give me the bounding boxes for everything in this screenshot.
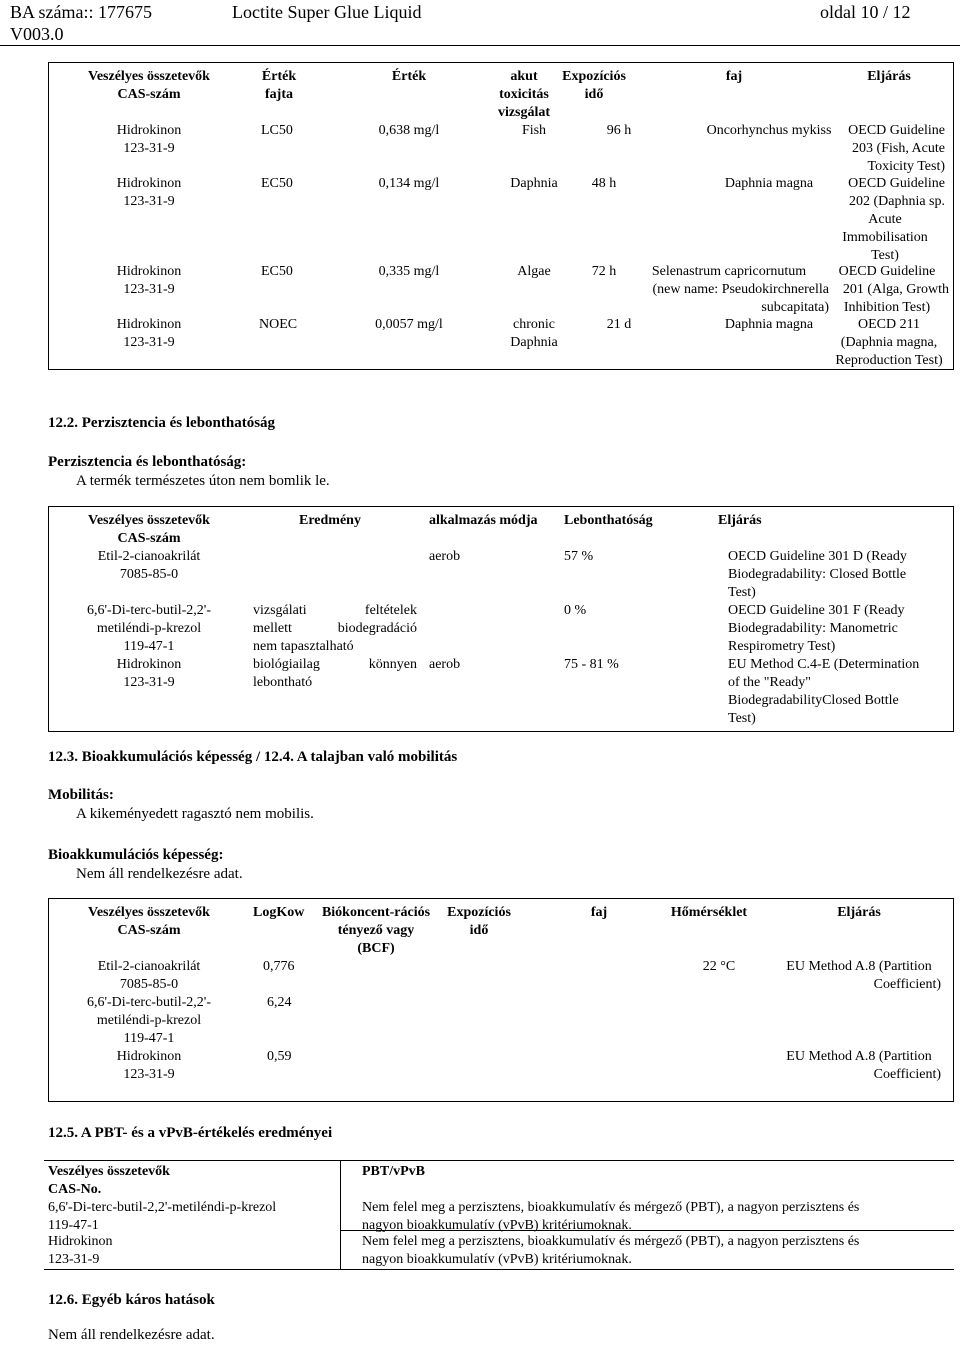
- section-12-2-title: 12.2. Perzisztencia és lebonthatóság: [48, 415, 276, 431]
- bio-header-species: faj: [590, 905, 608, 920]
- table-row: Hidrokinon 123-31-9: [116, 1049, 182, 1082]
- tox-test-cell: Daphnia: [510, 176, 558, 191]
- section-12-6-title: 12.6. Egyéb káros hatások: [48, 1292, 215, 1308]
- pbt-table: [44, 1160, 954, 1270]
- pbt-header-component: Veszélyes összetevők CAS-No.: [48, 1164, 170, 1197]
- tox-header-method: Eljárás: [867, 69, 911, 84]
- tox-exposure-cell: 48 h: [591, 176, 617, 191]
- degr-header-application: alkalmazás módja: [429, 513, 538, 528]
- degr-application-cell: aerob: [429, 657, 461, 672]
- degr-header-result: Eredmény: [299, 513, 361, 528]
- degradability-table: [48, 506, 954, 732]
- degr-application-cell: aerob: [429, 549, 461, 564]
- bio-temperature-cell: 22 °C: [702, 959, 736, 974]
- tox-type-cell: EC50: [261, 264, 293, 279]
- tox-species-cell: Oncorhynchus mykiss: [706, 123, 832, 138]
- tox-exposure-cell: 72 h: [591, 264, 617, 279]
- tox-method-cell: OECD Guideline 201 (Alga, Growth Inhibition Test): [838, 264, 949, 315]
- document-number: BA száma:: 177675: [10, 2, 152, 22]
- bio-header-method: Eljárás: [837, 905, 881, 920]
- table-row: 6,6'-Di-terc-butil-2,2'- metiléndi-p-krezol 119-47-1: [86, 995, 211, 1046]
- bio-header-exposure: Expozíciós idő: [447, 905, 511, 938]
- degr-header-method: Eljárás: [718, 513, 762, 528]
- product-name: Loctite Super Glue Liquid: [232, 2, 422, 22]
- bio-header-bcf: Biókoncent-rációs tényező vagy (BCF): [321, 905, 431, 956]
- tox-species-cell: Selenastrum capricornutum (new name: Pseudokirchnerella subcapitata): [651, 264, 829, 315]
- tox-value-cell: 0,638 mg/l: [378, 123, 440, 138]
- degr-method-cell: OECD Guideline 301 F (Ready Biodegradability: Manometric Respirometry Test): [728, 603, 905, 654]
- bioaccumulation-table: [48, 898, 954, 1102]
- section-12-3-title: 12.3. Bioakkumulációs képesség / 12.4. A talajban való mobilitás: [48, 749, 458, 765]
- table-row: 6,6'-Di-terc-butil-2,2'-metiléndi-p-krezol 119-47-1: [48, 1200, 277, 1233]
- tox-method-cell: OECD Guideline 203 (Fish, Acute Toxicity Test): [848, 123, 945, 174]
- bio-method-cell: EU Method A.8 (Partition Coefficient): [786, 1049, 941, 1082]
- tox-method-cell: OECD Guideline 202 (Daphnia sp. Acute Immobilisation Test): [842, 176, 945, 263]
- tox-header-exposure: Expozíciós idő: [562, 69, 626, 102]
- bio-logkow-cell: 0,776: [263, 959, 295, 974]
- toxicity-table: [48, 62, 954, 370]
- tox-header-species: faj: [725, 69, 743, 84]
- tox-test-cell: chronic Daphnia: [510, 317, 558, 350]
- tox-exposure-cell: 96 h: [606, 123, 632, 138]
- degr-header-degradability: Lebonthatóság: [564, 513, 653, 528]
- mobility-text: A kikeményedett ragasztó nem mobilis.: [76, 806, 314, 822]
- bio-header-logkow: LogKow: [253, 905, 305, 920]
- header-divider: [0, 45, 960, 46]
- bioaccumulation-label: Bioakkumulációs képesség:: [48, 847, 224, 863]
- degr-value-cell: 0 %: [564, 603, 587, 618]
- bio-header-temperature: Hőmérséklet: [670, 905, 748, 920]
- tox-value-cell: 0,0057 mg/l: [375, 317, 443, 332]
- pbt-assessment-cell: Nem felel meg a perzisztens, bioakkumulatív és mérgező (PBT), a nagyon perzisztens és nagyon bioakkumulatív (vPvB) kritériumoknak.: [362, 1200, 860, 1233]
- tox-type-cell: LC50: [261, 123, 293, 138]
- degr-result-cell: biológiailag könnyen lebontható: [253, 657, 417, 690]
- tox-value-cell: 0,134 mg/l: [378, 176, 440, 191]
- table-row: Hidrokinon 123-31-9: [116, 317, 182, 350]
- tox-header-value-type: Érték fajta: [261, 69, 297, 102]
- section-12-5-title: 12.5. A PBT- és a vPvB-értékelés eredményei: [48, 1125, 333, 1141]
- degr-value-cell: 75 - 81 %: [564, 657, 619, 672]
- tox-species-cell: Daphnia magna: [724, 317, 814, 332]
- degr-value-cell: 57 %: [564, 549, 594, 564]
- tox-value-cell: 0,335 mg/l: [378, 264, 440, 279]
- tox-header-component: Veszélyes összetevők CAS-szám: [88, 69, 210, 102]
- table-row: Hidrokinon 123-31-9: [116, 657, 182, 690]
- table-row: Hidrokinon 123-31-9: [48, 1234, 113, 1267]
- bio-logkow-cell: 0,59: [267, 1049, 292, 1064]
- bio-header-component: Veszélyes összetevők CAS-szám: [88, 905, 210, 938]
- degr-method-cell: EU Method C.4-E (Determination of the "Ready" BiodegradabilityClosed Bottle Test): [728, 657, 920, 726]
- tox-species-cell: Daphnia magna: [724, 176, 814, 191]
- persistence-label: Perzisztencia és lebonthatóság:: [48, 454, 247, 470]
- degr-header-component: Veszélyes összetevők CAS-szám: [88, 513, 210, 546]
- tox-test-cell: Algae: [517, 264, 551, 279]
- table-row: Hidrokinon 123-31-9: [116, 123, 182, 156]
- bio-logkow-cell: 6,24: [267, 995, 292, 1010]
- table-row: Etil-2-cianoakrilát 7085-85-0: [97, 549, 201, 582]
- version-label: V003.0: [10, 24, 64, 44]
- table-row: Etil-2-cianoakrilát 7085-85-0: [97, 959, 201, 992]
- tox-method-cell: OECD 211 (Daphnia magna, Reproduction Test): [835, 317, 943, 368]
- table-row: Hidrokinon 123-31-9: [116, 264, 182, 297]
- other-effects-text: Nem áll rendelkezésre adat.: [48, 1327, 215, 1343]
- tox-header-acute-test: akut toxicitás vizsgálat: [497, 69, 551, 120]
- table-row: Hidrokinon 123-31-9: [116, 176, 182, 209]
- degr-result-cell: vizsgálati feltételek mellett biodegradáció nem tapasztalható: [253, 603, 417, 654]
- tox-header-value: Érték: [391, 69, 427, 84]
- page-number: oldal 10 / 12: [820, 2, 911, 22]
- table-row: 6,6'-Di-terc-butil-2,2'- metiléndi-p-krezol 119-47-1: [86, 603, 211, 654]
- tox-type-cell: NOEC: [259, 317, 298, 332]
- tox-exposure-cell: 21 d: [606, 317, 632, 332]
- pbt-header-assessment: PBT/vPvB: [362, 1164, 426, 1179]
- tox-test-cell: Fish: [521, 123, 547, 138]
- mobility-label: Mobilitás:: [48, 787, 114, 803]
- bio-method-cell: EU Method A.8 (Partition Coefficient): [786, 959, 941, 992]
- degr-method-cell: OECD Guideline 301 D (Ready Biodegradability: Closed Bottle Test): [728, 549, 907, 600]
- bioaccumulation-text: Nem áll rendelkezésre adat.: [76, 866, 243, 882]
- persistence-text: A termék természetes úton nem bomlik le.: [76, 473, 330, 489]
- tox-type-cell: EC50: [261, 176, 293, 191]
- pbt-assessment-cell: Nem felel meg a perzisztens, bioakkumulatív és mérgező (PBT), a nagyon perzisztens és nagyon bioakkumulatív (vPvB) kritériumoknak.: [362, 1234, 860, 1267]
